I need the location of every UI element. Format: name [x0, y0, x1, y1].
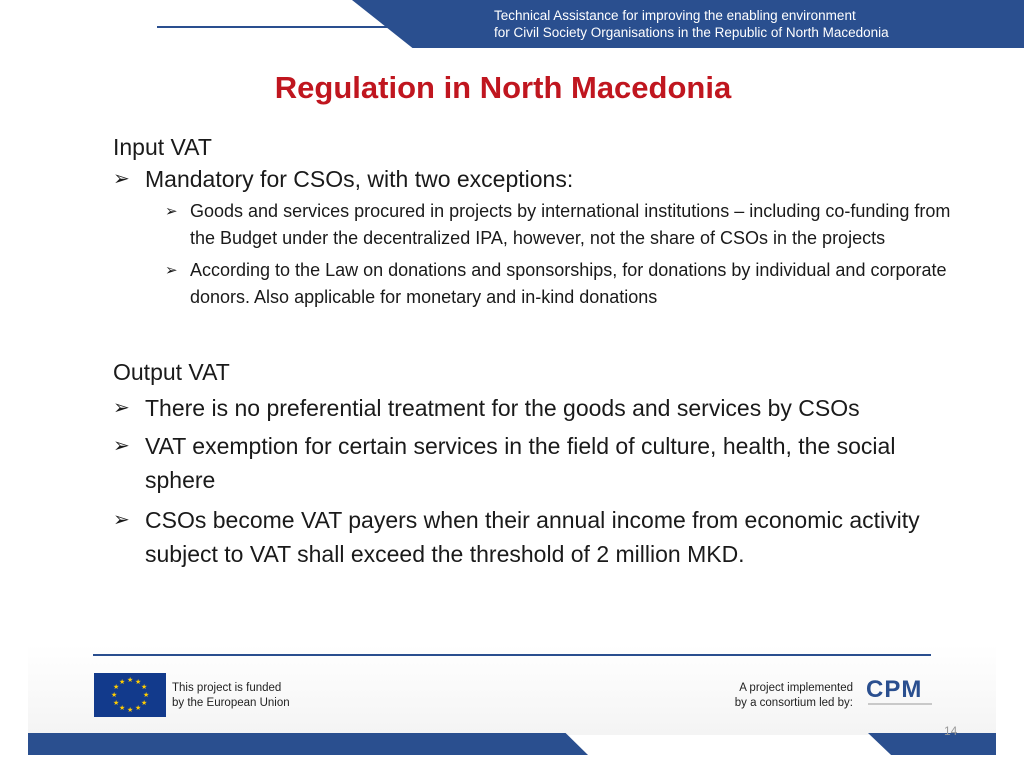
- bullet-text: VAT exemption for certain services in the field of culture, health, the social sphere: [145, 433, 896, 493]
- footer-rule: [93, 654, 931, 656]
- input-vat-bullet: [113, 162, 973, 196]
- output-vat-bullet-1: [113, 391, 973, 425]
- output-vat-heading: Output VAT: [113, 359, 230, 385]
- arrow-bullet-icon: ➢: [165, 262, 178, 279]
- slide-title: Regulation in North Macedonia: [274, 70, 732, 105]
- header-text: [494, 7, 1014, 41]
- input-vat-sub-bullet-2: [113, 257, 973, 311]
- bullet-text: CSOs become VAT payers when their annual income from economic activity subject to VAT shall exceed the threshold of 2 million MKD.: [145, 507, 920, 567]
- consortium-line-1: A project implemented: [739, 682, 853, 694]
- bullet-text: Mandatory for CSOs, with two exceptions:: [145, 166, 574, 192]
- arrow-bullet-icon: ➢: [113, 509, 130, 531]
- input-vat-heading: Input VAT: [113, 134, 212, 160]
- slide-body: [113, 132, 973, 571]
- header-line-2: for Civil Society Organisations in the Republic of North Macedonia: [494, 25, 889, 40]
- arrow-bullet-icon: ➢: [113, 435, 130, 457]
- sub-bullet-text: According to the Law on donations and sponsorships, for donations by individual and corporate donors. Also applicable for monetary and in-kind donations: [190, 260, 947, 307]
- footer-bar-left: [28, 733, 588, 755]
- bullet-text: There is no preferential treatment for the goods and services by CSOs: [145, 395, 860, 421]
- header-line-1: Technical Assistance for improving the enabling environment: [494, 8, 856, 23]
- sub-bullet-text: Goods and services procured in projects by international institutions – including co-funding from the Budget under the decentralized IPA, however, not the share of CSOs in the projects: [190, 201, 951, 248]
- cpm-logo-underline: [868, 703, 932, 705]
- page-number: 14: [944, 724, 958, 738]
- funded-line-1: This project is funded: [172, 682, 282, 694]
- arrow-bullet-icon: ➢: [113, 397, 130, 419]
- arrow-bullet-icon: ➢: [165, 203, 178, 220]
- header-rule: [157, 26, 407, 28]
- consortium-line-2: by a consortium led by:: [734, 697, 853, 709]
- eu-flag-logo: ★ ★ ★ ★ ★ ★ ★ ★ ★ ★ ★ ★: [94, 673, 166, 717]
- footer-bar-right: [868, 733, 996, 755]
- cpm-logo: CPM: [866, 676, 923, 703]
- funded-line-2: by the European Union: [172, 697, 290, 709]
- output-vat-bullet-3: [113, 503, 935, 571]
- consortium-text: [713, 681, 853, 711]
- arrow-bullet-icon: ➢: [113, 168, 130, 190]
- input-vat-sub-bullet-1: [113, 198, 973, 252]
- output-vat-bullet-2: [113, 429, 905, 497]
- eu-funding-text: [172, 681, 290, 711]
